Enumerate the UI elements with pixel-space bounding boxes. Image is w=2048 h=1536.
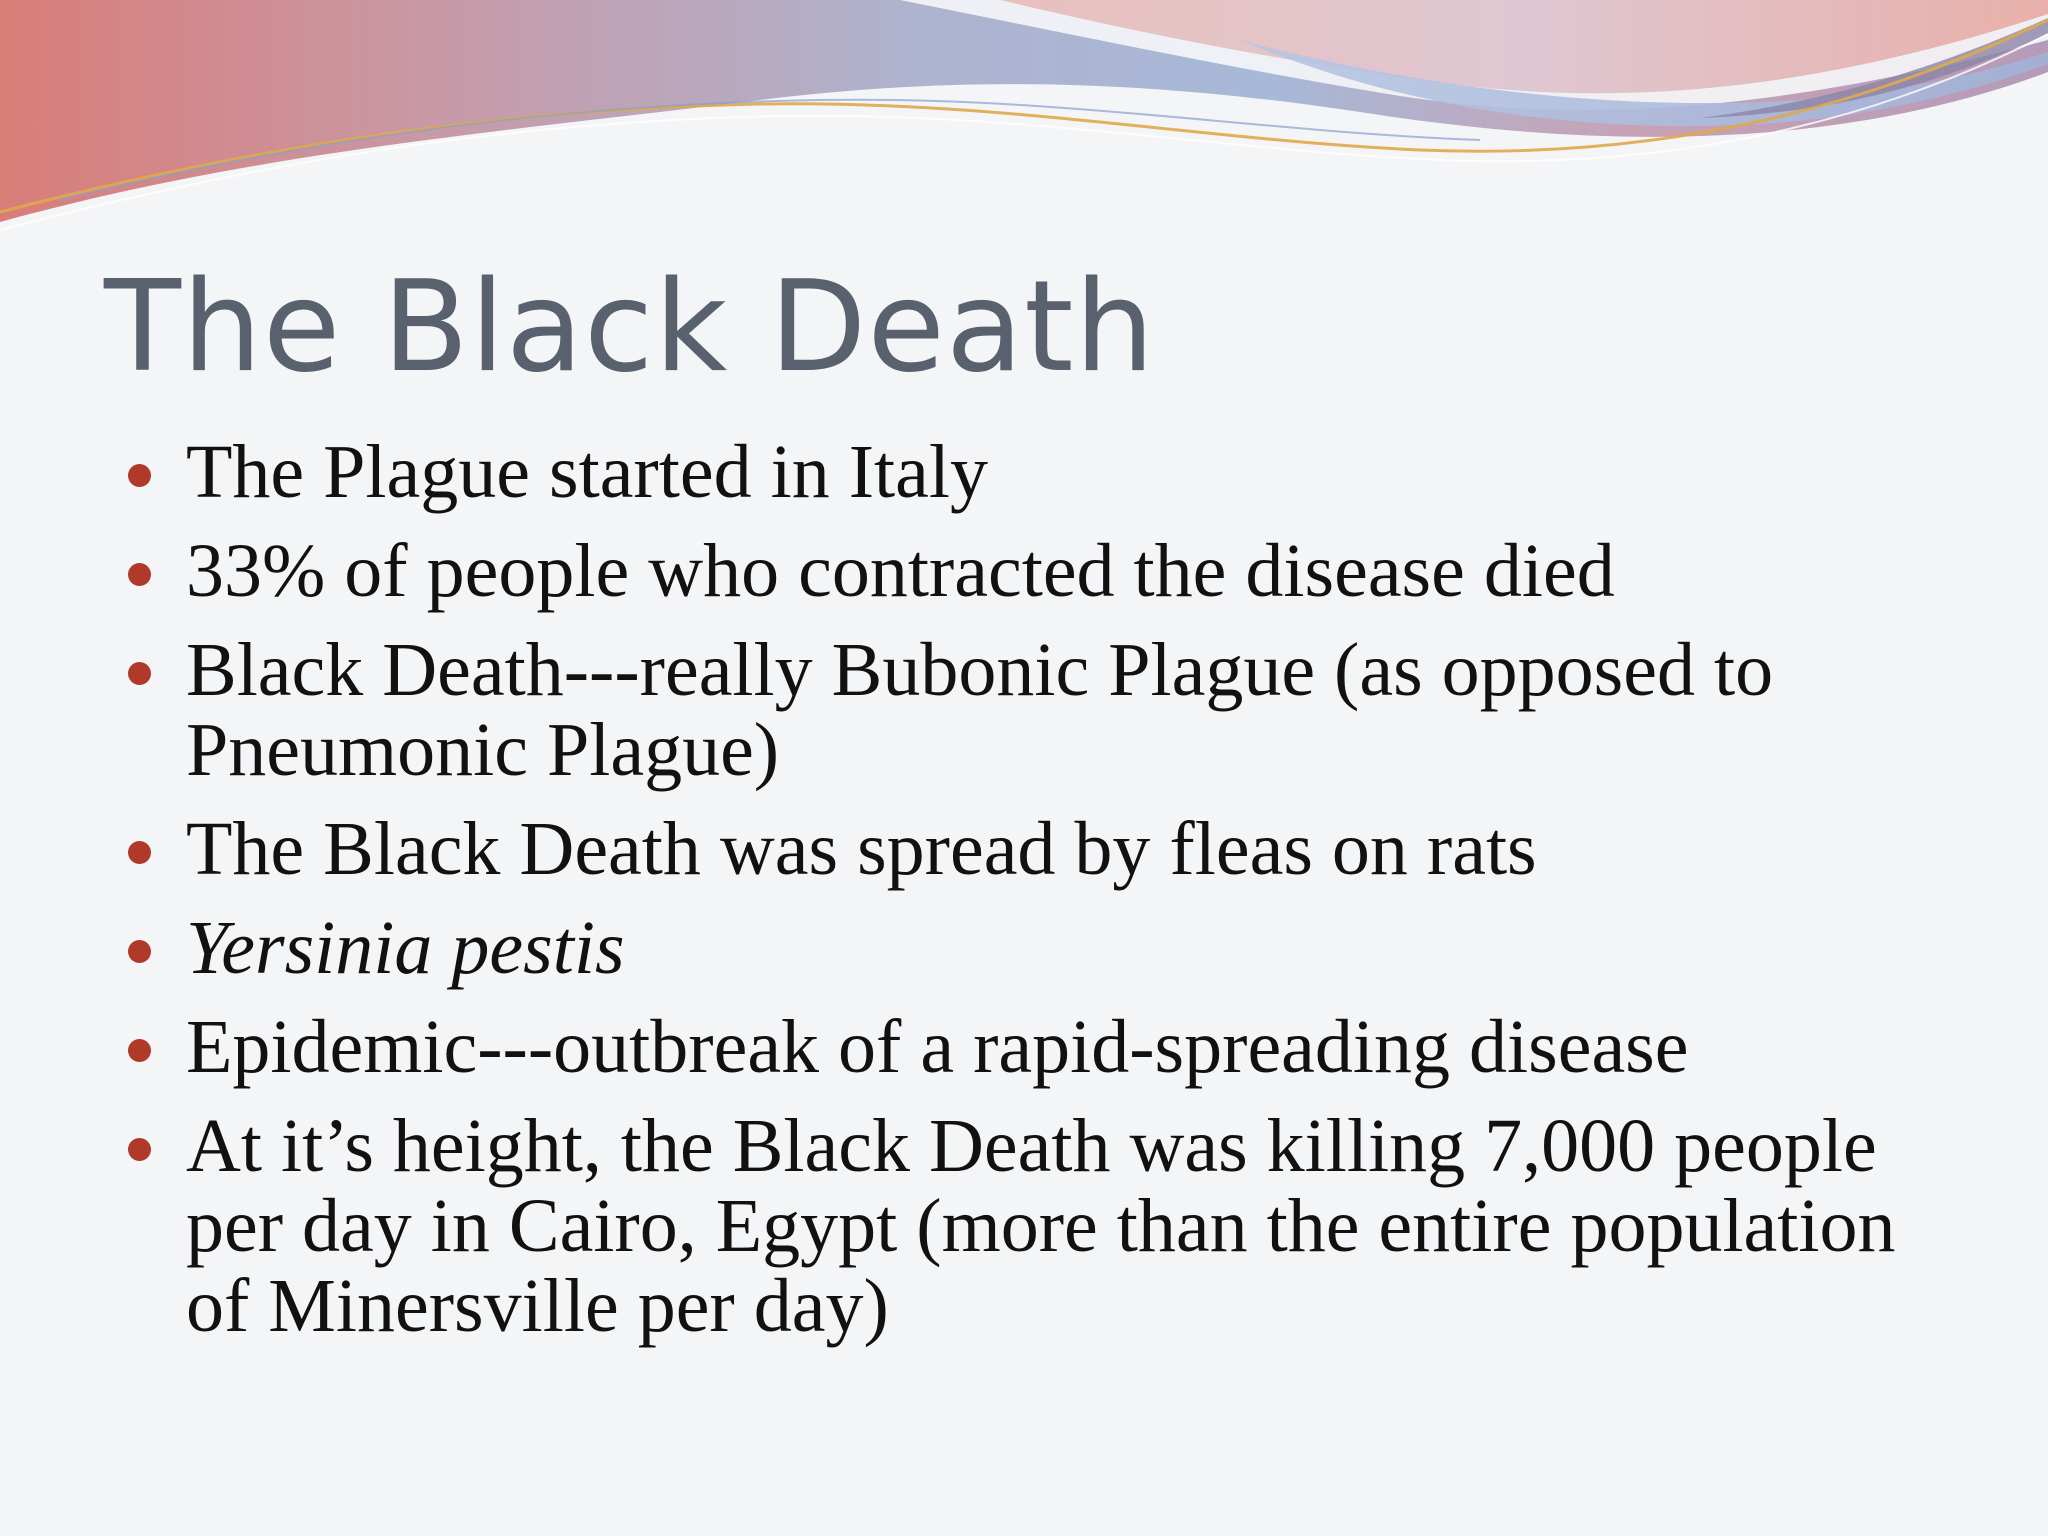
bullet-dot-icon <box>128 464 151 487</box>
bullet-item <box>0 809 1966 889</box>
bullet-item <box>0 1007 1966 1087</box>
bullet-dot-icon <box>128 563 151 586</box>
header-wave-decoration <box>0 0 2048 240</box>
bullet-item <box>0 432 1966 512</box>
bullet-dot-icon <box>128 1039 151 1062</box>
bullet-text: At it’s height, the Black Death was killing 7,000 people per day in Cairo, Egypt (more than the entire population of Minersville per day) <box>186 1104 1896 1348</box>
bullet-item <box>0 1106 1966 1346</box>
bullet-text: Black Death---really Bubonic Plague (as opposed to Pneumonic Plague) <box>186 628 1774 792</box>
bullet-dot-icon <box>128 940 151 963</box>
bullet-item <box>0 630 1966 790</box>
bullet-text: The Black Death was spread by fleas on rats <box>186 807 1537 891</box>
bullet-dot-icon <box>128 841 151 864</box>
bullet-item <box>0 908 1966 988</box>
bullet-dot-icon <box>128 1138 151 1161</box>
bullet-item <box>0 531 1966 611</box>
bullet-text: Epidemic---outbreak of a rapid-spreading disease <box>186 1005 1689 1089</box>
bullet-text: 33% of people who contracted the disease died <box>186 529 1615 613</box>
bullet-list <box>0 432 2048 1365</box>
bullet-text: The Plague started in Italy <box>186 430 988 514</box>
bullet-dot-icon <box>128 662 151 685</box>
bullet-text-scientific-name: Yersinia pestis <box>186 906 625 990</box>
slide-title: The Black Death <box>104 253 1156 400</box>
